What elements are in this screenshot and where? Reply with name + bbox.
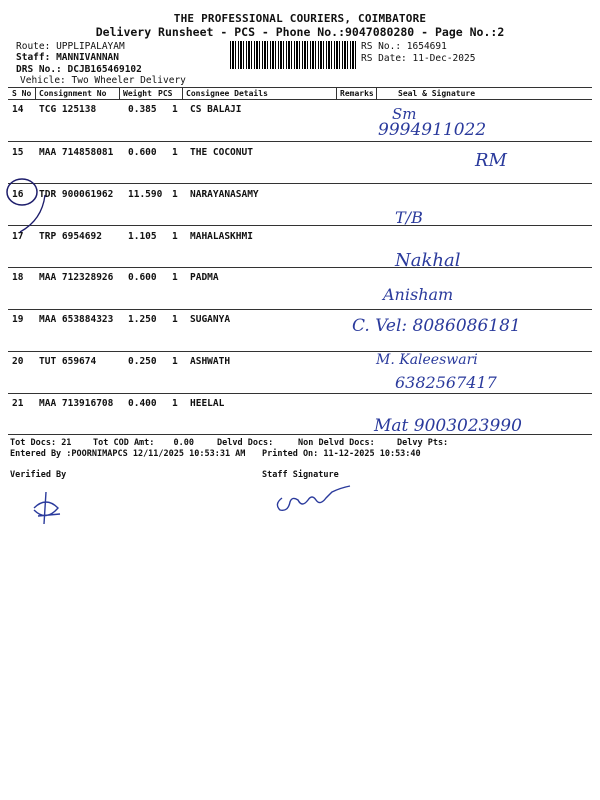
vehicle-line: [20, 75, 186, 87]
row-20-consignee: ASHWATH: [190, 356, 231, 367]
row-16-sno: 16: [12, 189, 24, 200]
handwriting-r18-signature: Anisham: [383, 285, 454, 304]
row-separator: [8, 393, 592, 394]
staff-line: [16, 52, 119, 64]
tot-docs-value: 21: [61, 438, 72, 448]
rs-no-value: 1654691: [406, 41, 447, 52]
staff-signature-drawing: [270, 478, 360, 518]
col-sep: [376, 87, 377, 99]
row-15-pcs: 1: [172, 147, 178, 158]
col-pcs: PCS: [158, 89, 173, 98]
row-separator: [8, 267, 592, 268]
row-separator: [8, 351, 592, 352]
verifier-signature-stroke: [34, 492, 60, 524]
drs-value: DCJB165469102: [67, 64, 142, 75]
tot-cod-value: 0.00: [173, 438, 195, 448]
rs-date-label: RS Date:: [361, 53, 407, 64]
row-16-weight: 11.590: [128, 189, 163, 200]
staff-label: Staff:: [16, 52, 51, 63]
circle-mark-drawing: [0, 170, 60, 240]
row-20-consignment: TUT 659674: [39, 356, 97, 367]
table-header-rule: [8, 99, 592, 100]
col-sep: [182, 87, 183, 99]
vehicle-value: Two Wheeler Delivery: [71, 75, 186, 86]
row-separator: [8, 183, 592, 184]
col-consignee: Consignee Details: [186, 89, 268, 98]
row-16-pcs: 1: [172, 189, 178, 200]
row-20-pcs: 1: [172, 356, 178, 367]
row-20-sno: 20: [12, 356, 24, 367]
handwriting-r14-phone: 9994911022: [378, 120, 487, 140]
rs-no-label: RS No.:: [361, 41, 402, 52]
entered-by: [10, 449, 245, 459]
row-21-pcs: 1: [172, 398, 178, 409]
row-17-consignment: TRP 6954692: [39, 231, 102, 242]
delvd-docs-label: Delvd Docs:: [217, 438, 274, 448]
barcode: [230, 41, 358, 69]
row-18-consignee: PADMA: [190, 272, 219, 283]
entered-value: POORNIMAPCS 12/11/2025 10:53:31 AM: [71, 449, 246, 459]
row-15-consignee: THE COCONUT: [190, 147, 253, 158]
entered-label: Entered By :: [10, 449, 72, 459]
row-19-weight: 1.250: [128, 314, 157, 325]
col-sep: [119, 87, 120, 99]
row-18-pcs: 1: [172, 272, 178, 283]
circle-mark: [7, 179, 37, 205]
row-16-consignment: TDR 900061962: [39, 189, 114, 200]
tot-docs-label: Tot Docs:: [10, 438, 57, 448]
row-17-weight: 1.105: [128, 231, 157, 242]
delvy-pts-label: Delvy Pts:: [397, 438, 449, 448]
row-14-weight: 0.385: [128, 104, 157, 115]
route-label: Route:: [16, 41, 51, 52]
handwriting-r20-phone: 6382567417: [395, 373, 497, 392]
row-17-pcs: 1: [172, 231, 178, 242]
row-15-sno: 15: [12, 147, 24, 158]
col-consignment: Consignment No: [39, 89, 107, 98]
row-19-consignee: SUGANYA: [190, 314, 231, 325]
row-separator: [8, 309, 592, 310]
row-21-consignee: HEELAL: [190, 398, 225, 409]
non-delvd-docs-label: Non Delvd Docs:: [298, 438, 375, 448]
printed-label: Printed On:: [262, 449, 319, 459]
verifier-signature-drawing: [28, 488, 68, 528]
runsheet-subtitle: Delivery Runsheet - PCS - Phone No.:9047080280 - Page No.:2: [95, 25, 505, 39]
handwriting-r21-signature: Mat 9003023990: [374, 416, 522, 436]
row-18-weight: 0.600: [128, 272, 157, 283]
row-18-sno: 18: [12, 272, 24, 283]
staff-value: MANNIVANNAN: [56, 52, 119, 63]
table-top-rule: [8, 87, 592, 88]
row-17-consignee: MAHALASKHMI: [190, 231, 253, 242]
rs-date-line: [361, 53, 475, 65]
tot-cod-label: Tot COD Amt:: [93, 438, 155, 448]
row-15-consignment: MAA 714858081: [39, 147, 114, 158]
col-sep: [35, 87, 36, 99]
handwriting-r14-initials: Sm: [392, 105, 417, 123]
handwriting-r19-signature: C. Vel: 8086086181: [352, 316, 521, 336]
row-14-pcs: 1: [172, 104, 178, 115]
vehicle-label: Vehicle:: [20, 75, 66, 86]
row-17-sno: 17: [12, 231, 24, 242]
row-19-consignment: MAA 653884323: [39, 314, 114, 325]
staff-signature-stroke: [277, 486, 350, 510]
row-21-consignment: MAA 713916708: [39, 398, 114, 409]
printed-value: 11-12-2025 10:53:40: [323, 449, 421, 459]
col-remarks: Remarks: [340, 89, 374, 98]
handwriting-r20-name: M. Kaleeswari: [376, 352, 478, 368]
printed-on: [262, 449, 421, 459]
row-19-pcs: 1: [172, 314, 178, 325]
row-14-sno: 14: [12, 104, 24, 115]
row-separator: [8, 141, 592, 142]
col-seal-signature: Seal & Signature: [398, 89, 476, 98]
footer-cod: [93, 438, 194, 448]
drs-label: DRS No.:: [16, 64, 62, 75]
row-18-consignment: MAA 712328926: [39, 272, 114, 283]
row-21-weight: 0.400: [128, 398, 157, 409]
company-title: THE PROFESSIONAL COURIERS, COIMBATORE: [173, 12, 427, 25]
row-20-weight: 0.250: [128, 356, 157, 367]
row-19-sno: 19: [12, 314, 24, 325]
row-14-consignee: CS BALAJI: [190, 104, 242, 115]
handwriting-r16-mark: T/B: [395, 208, 423, 227]
row-15-weight: 0.600: [128, 147, 157, 158]
col-weight: Weight: [123, 89, 152, 98]
row-16-consignee: NARAYANASAMY: [190, 189, 259, 200]
footer-totals: [10, 438, 71, 448]
row-separator: [8, 225, 592, 226]
handwriting-r15-initials: RM: [475, 150, 507, 171]
staff-signature-label: Staff Signature: [262, 470, 339, 480]
col-sno: S No: [12, 89, 32, 98]
handwriting-r17-signature: Nakhal: [395, 250, 461, 271]
rs-no-line: [361, 41, 447, 53]
rs-date-value: 11-Dec-2025: [412, 53, 476, 64]
row-14-consignment: TCG 125138: [39, 104, 97, 115]
row-21-sno: 21: [12, 398, 24, 409]
col-sep: [336, 87, 337, 99]
verified-by-label: Verified By: [10, 470, 67, 480]
route-value: UPPLIPALAYAM: [56, 41, 125, 52]
